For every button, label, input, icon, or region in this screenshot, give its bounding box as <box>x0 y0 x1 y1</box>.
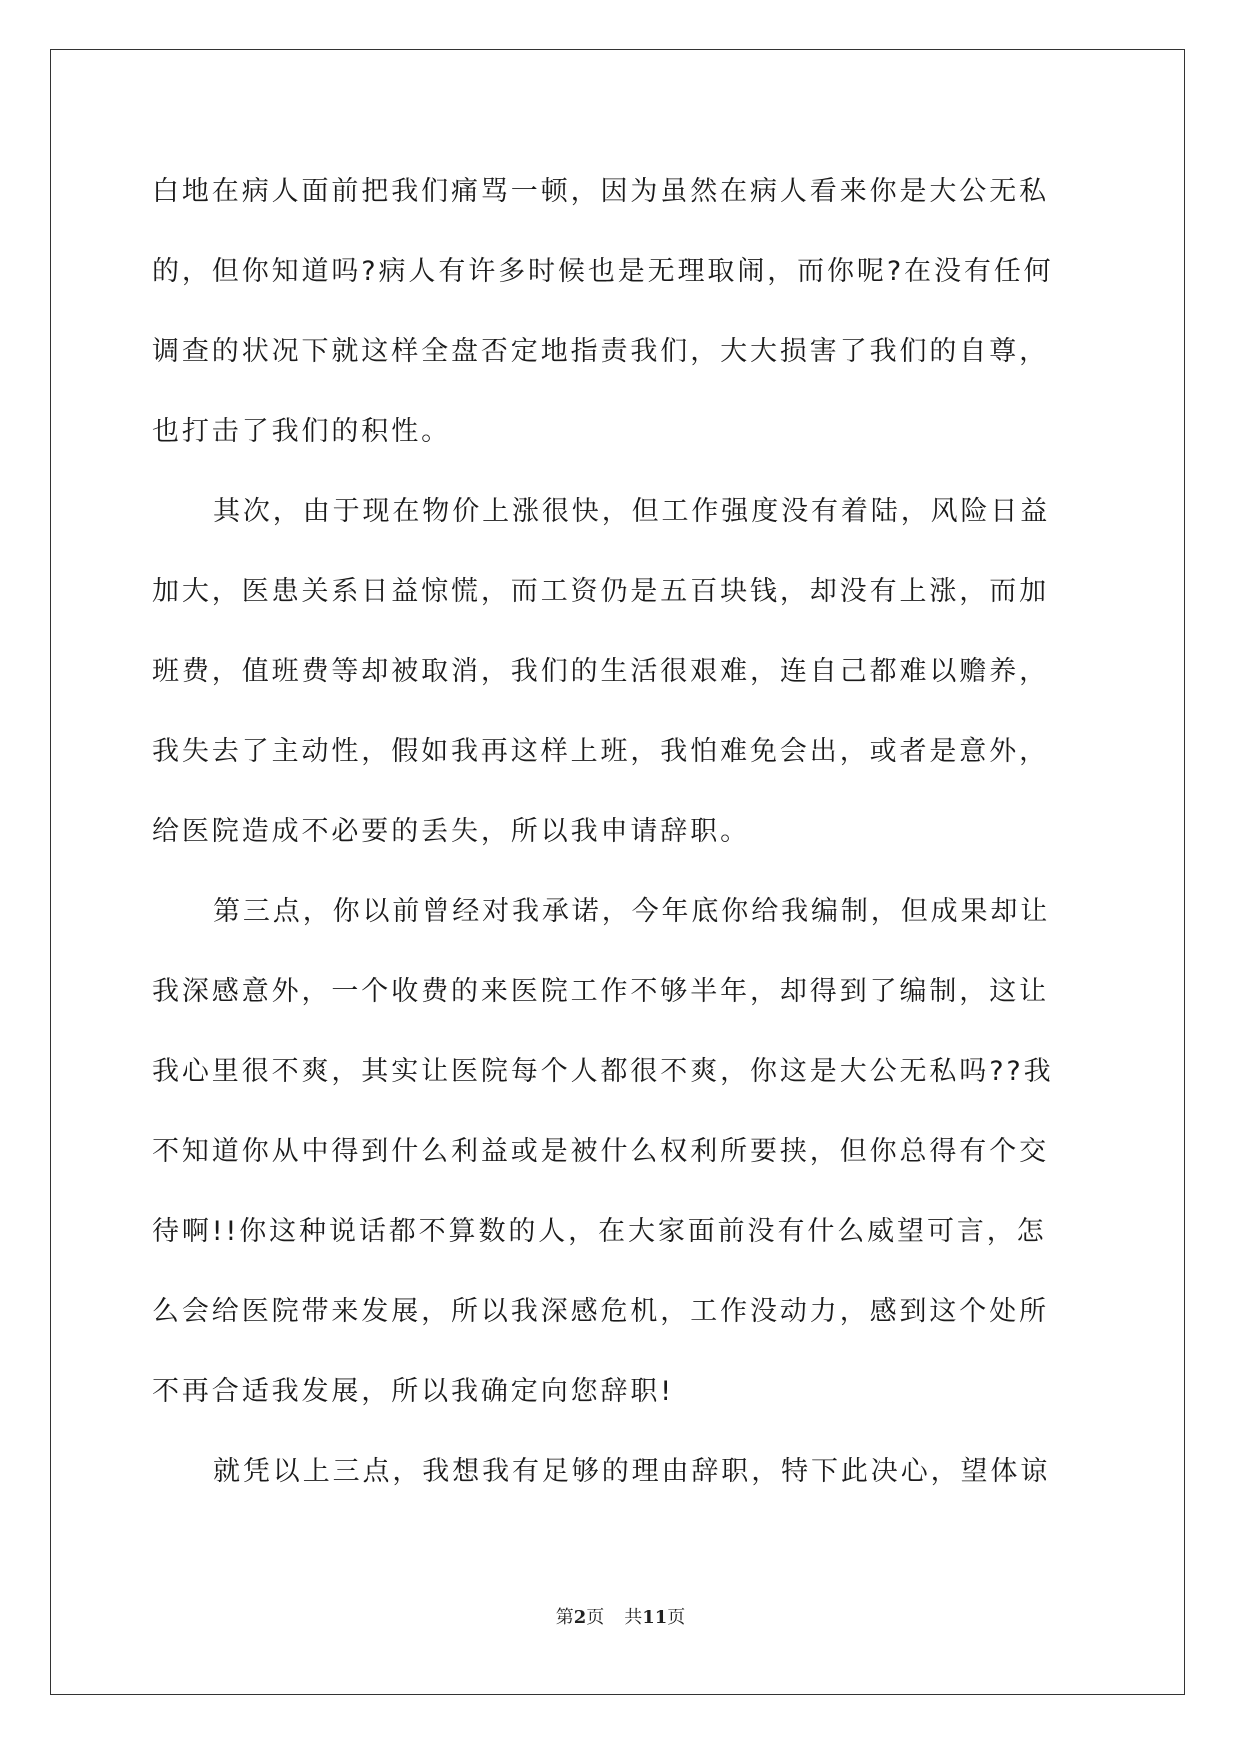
text-line: 么会给医院带来发展，所以我深感危机，工作没动力，感到这个处所 <box>152 1296 1049 1327</box>
text-line: 给医院造成不必要的丢失，所以我申请辞职。 <box>152 816 750 847</box>
text-line: 也打击了我们的积性。 <box>152 416 451 447</box>
text-line: 的，但你知道吗?病人有许多时候也是无理取闹，而你呢?在没有任何 <box>152 256 1054 287</box>
text-line: 调查的状况下就这样全盘否定地指责我们，大大损害了我们的自尊， <box>152 336 1049 367</box>
total-prefix: 共 <box>624 1607 643 1628</box>
paragraph-start-line: 就凭以上三点，我想我有足够的理由辞职，特下此决心，望体谅 <box>213 1456 1051 1487</box>
page-prefix: 第 <box>555 1607 574 1628</box>
text-line: 我失去了主动性，假如我再这样上班，我怕难免会出，或者是意外， <box>152 736 1049 767</box>
text-line: 不知道你从中得到什么利益或是被什么权利所要挟，但你总得有个交 <box>152 1136 1049 1167</box>
total-pages: 11 <box>642 1607 668 1628</box>
page-border <box>50 49 1185 1695</box>
text-line: 加大，医患关系日益惊慌，而工资仍是五百块钱，却没有上涨，而加 <box>152 576 1049 607</box>
text-line: 我深感意外，一个收费的来医院工作不够半年，却得到了编制，这让 <box>152 976 1049 1007</box>
total-suffix: 页 <box>667 1607 686 1628</box>
page-suffix: 页 <box>586 1607 605 1628</box>
paragraph-start-line: 其次，由于现在物价上涨很快，但工作强度没有着陆，风险日益 <box>213 496 1051 527</box>
paragraph-start-line: 第三点，你以前曾经对我承诺，今年底你给我编制，但成果却让 <box>213 896 1051 927</box>
text-line: 我心里很不爽，其实让医院每个人都很不爽，你这是大公无私吗??我 <box>152 1056 1054 1087</box>
page-footer <box>0 1603 1241 1629</box>
text-line: 班费，值班费等却被取消，我们的生活很艰难，连自己都难以赡养， <box>152 656 1049 687</box>
text-line: 白地在病人面前把我们痛骂一顿，因为虽然在病人看来你是大公无私 <box>152 176 1049 207</box>
text-line: 待啊!!你这种说话都不算数的人，在大家面前没有什么威望可言，怎 <box>152 1216 1047 1247</box>
text-line: 不再合适我发展，所以我确定向您辞职! <box>152 1376 675 1407</box>
page-number: 2 <box>573 1607 587 1628</box>
